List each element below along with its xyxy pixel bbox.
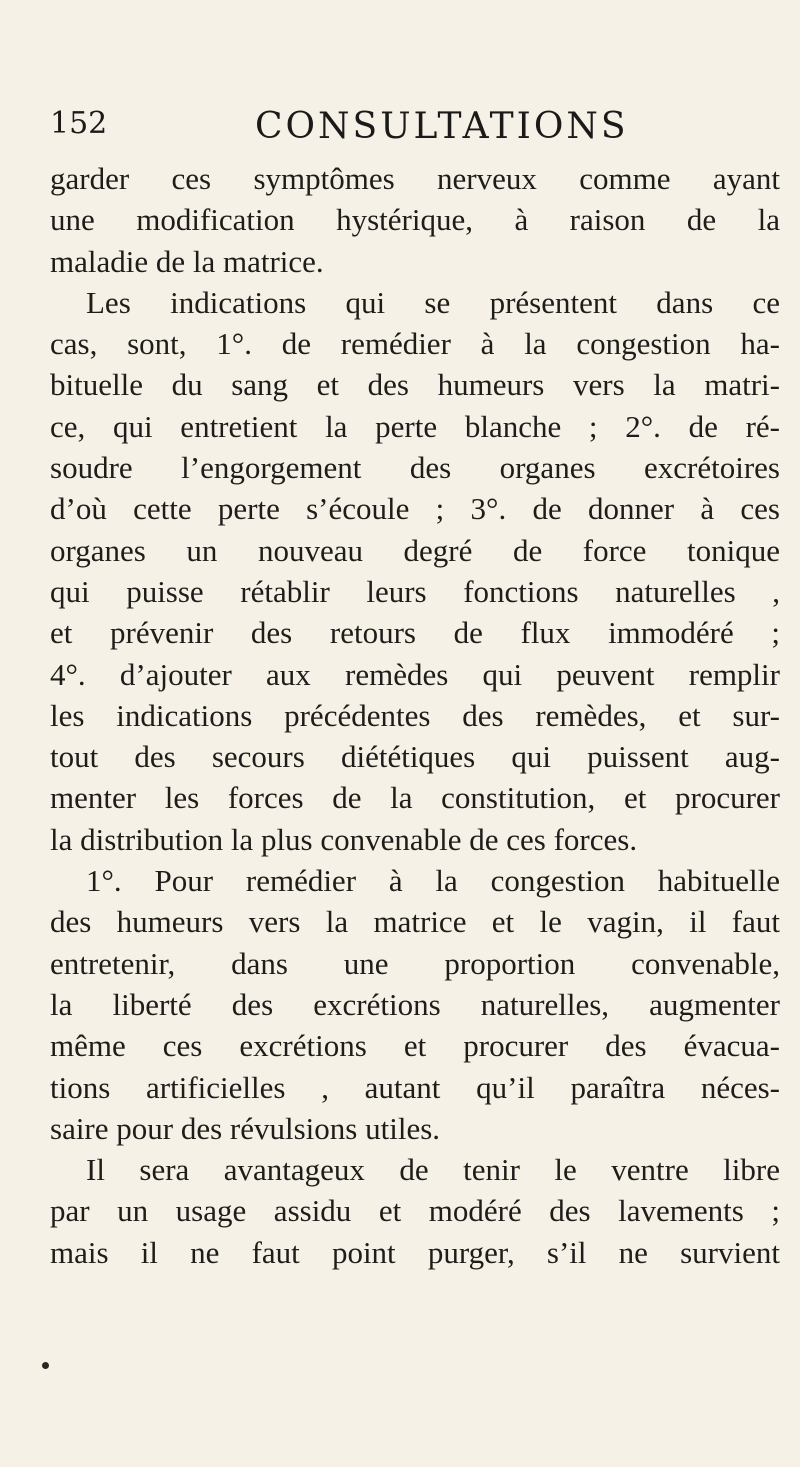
- text-line: d’où cette perte s’écoule ; 3°. de donner à ces: [50, 491, 780, 527]
- text-line: même ces excrétions et procurer des évacua-: [50, 1028, 780, 1064]
- text-line: la liberté des excrétions naturelles, augmenter: [50, 986, 780, 1022]
- text-line: une modification hystérique, à raison de la: [50, 202, 780, 238]
- text-line: 4°. d’ajouter aux remèdes qui peuvent remplir: [50, 656, 780, 692]
- text-line: maladie de la matrice.: [50, 243, 324, 279]
- body-text: [50, 158, 780, 1273]
- text-line: garder ces symptômes nerveux comme ayant: [50, 161, 780, 196]
- page-header: [50, 106, 770, 156]
- paragraph-start-line: Les indications qui se présentent dans ce: [86, 284, 780, 320]
- text-line: tions artificielles , autant qu’il paraîtra néces-: [50, 1069, 780, 1105]
- paragraph-start-line: 1°. Pour remédier à la congestion habituelle: [86, 863, 780, 899]
- text-line: organes un nouveau degré de force tonique: [50, 532, 780, 568]
- text-line: cas, sont, 1°. de remédier à la congestion ha-: [50, 326, 780, 362]
- text-line: soudre l’engorgement des organes excrétoires: [50, 450, 780, 486]
- text-line: tout des secours diététiques qui puissent aug-: [50, 739, 780, 775]
- text-line: menter les forces de la constitution, et procurer: [50, 780, 780, 816]
- text-line: les indications précédentes des remèdes, et sur-: [50, 697, 780, 733]
- text-line: ce, qui entretient la perte blanche ; 2°. de ré-: [50, 408, 780, 444]
- text-line: qui puisse rétablir leurs fonctions naturelles ,: [50, 573, 780, 609]
- text-line: et prévenir des retours de flux immodéré ;: [50, 615, 780, 651]
- text-line: par un usage assidu et modéré des lavements ;: [50, 1193, 780, 1229]
- ink-speck: [42, 1362, 49, 1369]
- text-line: bituelle du sang et des humeurs vers la matri-: [50, 367, 780, 403]
- page-number: 152: [50, 106, 108, 141]
- text-line: saire pour des révulsions utiles.: [50, 1110, 441, 1146]
- running-head: CONSULTATIONS: [255, 106, 629, 147]
- text-line: la distribution la plus convenable de ces forces.: [50, 821, 638, 857]
- text-line: mais il ne faut point purger, s’il ne survient: [50, 1234, 780, 1270]
- text-line: des humeurs vers la matrice et le vagin, il faut: [50, 904, 780, 940]
- text-line: entretenir, dans une proportion convenable,: [50, 945, 780, 981]
- paragraph-start-line: Il sera avantageux de tenir le ventre libre: [86, 1152, 780, 1188]
